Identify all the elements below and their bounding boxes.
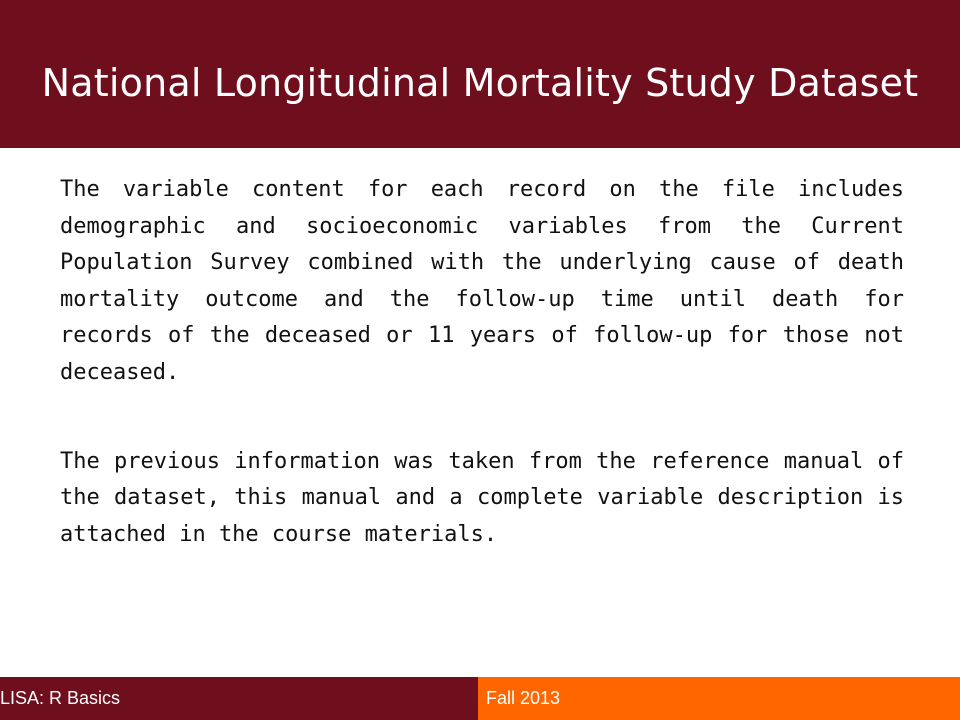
- paragraph-2: The previous information was taken from the reference manual of the dataset, this manual and a complete variable description is attached in the course materials.: [60, 448, 904, 547]
- slide-body: [60, 172, 904, 553]
- footer-term-label: Fall 2013: [486, 688, 561, 708]
- footer: [0, 677, 960, 720]
- slide-title: National Longitudinal Mortality Study Dataset: [41, 61, 919, 105]
- footer-course-label: LISA: R Basics: [0, 688, 121, 708]
- footer-right-block: [478, 677, 960, 720]
- title-bar: [0, 0, 960, 148]
- footer-left-block: [0, 677, 478, 720]
- paragraph-1: The variable content for each record on the file includes demographic and socioeconomic variables from the Current Population Survey combined with the underlying cause of death mortality outcome and the follow-up time until death for records of the deceased or 11 years of follow-up for those not deceased.: [60, 177, 904, 385]
